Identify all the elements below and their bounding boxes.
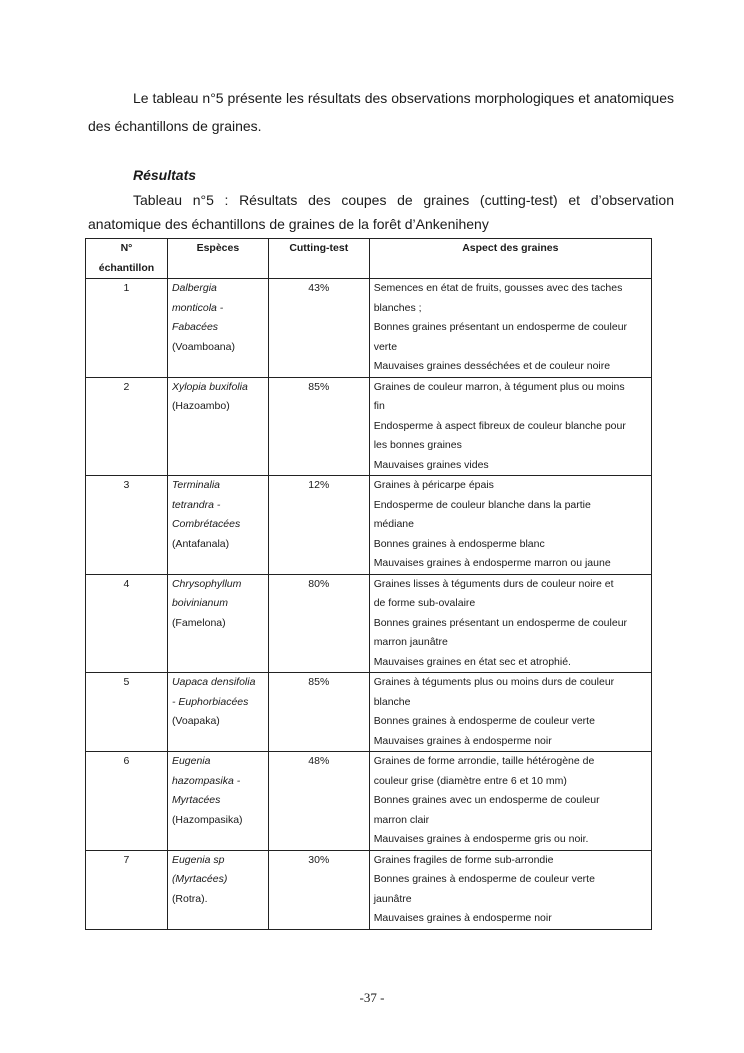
aspect-line: jaunâtre xyxy=(373,892,412,905)
table-row xyxy=(86,673,652,752)
aspect-line: de forme sub-ovalaire xyxy=(373,597,476,609)
cell-cutting-test: 85% xyxy=(268,673,369,752)
species-name-line: Eugenia sp xyxy=(171,853,225,866)
aspect-line: Endosperme à aspect fibreux de couleur blanche pour xyxy=(373,419,626,432)
cell-species xyxy=(167,574,268,673)
cell-seed-aspect xyxy=(369,850,651,929)
aspect-line: Bonnes graines à endosperme de couleur verte xyxy=(373,873,595,885)
header-sample-number xyxy=(86,239,168,279)
species-name-line: boivinianum xyxy=(171,597,228,609)
aspect-line: Bonnes graines présentant un endosperme de couleur xyxy=(373,321,628,333)
table-row xyxy=(86,476,652,575)
species-name-line: Fabacées xyxy=(171,321,219,333)
cell-cutting-test: 12% xyxy=(268,476,369,575)
species-name-line: Xylopia buxifolia xyxy=(171,380,248,393)
species-name-line: (Myrtacées) xyxy=(171,873,228,885)
aspect-line: marron clair xyxy=(373,813,430,826)
aspect-line: Mauvaises graines vides xyxy=(373,458,489,471)
aspect-line: Graines lisses à téguments durs de couleur noire et xyxy=(373,577,614,590)
species-name-line: Eugenia xyxy=(171,755,211,767)
results-heading: Résultats xyxy=(133,167,197,183)
cell-species xyxy=(167,279,268,378)
cell-sample-number: 5 xyxy=(86,673,168,752)
cell-sample-number: 6 xyxy=(86,752,168,851)
species-name-line: Terminalia xyxy=(171,479,220,491)
species-name-line: monticola - xyxy=(171,301,224,314)
aspect-line: Bonnes graines présentant un endosperme de couleur xyxy=(373,616,628,629)
species-name-line: Dalbergia xyxy=(171,282,217,294)
species-name-line: Uapaca densifolia xyxy=(171,676,256,688)
aspect-line: marron jaunâtre xyxy=(373,636,448,648)
cell-sample-number: 3 xyxy=(86,476,168,575)
aspect-line: Bonnes graines avec un endosperme de couleur xyxy=(373,794,600,806)
cell-cutting-test: 43% xyxy=(268,279,369,378)
species-name-line: Myrtacées xyxy=(171,794,221,806)
table-row xyxy=(86,752,652,851)
species-name-line: - Euphorbiacées xyxy=(171,695,249,708)
table-row xyxy=(86,574,652,673)
species-vernacular-name: (Famelona) xyxy=(171,616,226,629)
cell-sample-number: 2 xyxy=(86,377,168,476)
aspect-line: Bonnes graines à endosperme de couleur verte xyxy=(373,715,595,727)
cell-seed-aspect xyxy=(369,377,651,476)
aspect-line: Graines de forme arrondie, taille hétérogène de xyxy=(373,755,595,767)
aspect-line: Bonnes graines à endosperme blanc xyxy=(373,537,545,550)
table-header-row xyxy=(86,239,652,279)
table-row xyxy=(86,850,652,929)
aspect-line: Semences en état de fruits, gousses avec des taches xyxy=(373,282,623,294)
aspect-line: Endosperme de couleur blanche dans la partie xyxy=(373,498,591,511)
cell-species xyxy=(167,377,268,476)
cell-species xyxy=(167,673,268,752)
species-name-line: Combrétacées xyxy=(171,518,241,530)
aspect-line: verte xyxy=(373,340,398,353)
species-vernacular-name: (Voamboana) xyxy=(171,340,235,353)
cell-species xyxy=(167,476,268,575)
species-vernacular-name: (Antafanala) xyxy=(171,537,230,550)
aspect-line: couleur grise (diamètre entre 6 et 10 mm) xyxy=(373,774,567,787)
header-species: Espèces xyxy=(167,239,268,279)
header-num-line1: N° xyxy=(120,242,133,254)
aspect-line: fin xyxy=(373,400,385,412)
aspect-line: Graines à péricarpe épais xyxy=(373,479,494,491)
cell-sample-number: 1 xyxy=(86,279,168,378)
cell-cutting-test: 30% xyxy=(268,850,369,929)
species-vernacular-name: (Rotra). xyxy=(171,892,208,905)
aspect-line: Graines fragiles de forme sub-arrondie xyxy=(373,853,554,866)
cell-cutting-test: 80% xyxy=(268,574,369,673)
cell-cutting-test: 48% xyxy=(268,752,369,851)
aspect-line: Mauvaises graines à endosperme noir xyxy=(373,734,552,747)
cell-seed-aspect xyxy=(369,673,651,752)
table-body xyxy=(86,279,652,930)
cell-seed-aspect xyxy=(369,476,651,575)
species-name-line: hazompasika - xyxy=(171,774,241,787)
header-num-line2: échantillon xyxy=(98,261,155,274)
aspect-line: Graines de couleur marron, à tégument plus ou moins xyxy=(373,380,625,393)
aspect-line: Graines à téguments plus ou moins durs de couleur xyxy=(373,676,615,688)
page-number: -37 - xyxy=(359,990,385,1005)
species-name-line: Chrysophyllum xyxy=(171,577,242,590)
aspect-line: Mauvaises graines à endosperme marron ou jaune xyxy=(373,557,611,569)
aspect-line: Mauvaises graines à endosperme gris ou noir. xyxy=(373,833,589,845)
aspect-line: médiane xyxy=(373,518,414,530)
header-seed-aspect: Aspect des graines xyxy=(369,239,651,279)
cell-sample-number: 4 xyxy=(86,574,168,673)
cell-species xyxy=(167,752,268,851)
table-caption: Tableau n°5 : Résultats des coupes de graines (cutting-test) et d’observation anatomique des échantillons de graines de la forêt d’Ankeniheny xyxy=(88,192,674,232)
aspect-line: Mauvaises graines en état sec et atrophié. xyxy=(373,655,571,668)
species-name-line: tetrandra - xyxy=(171,498,221,511)
cell-sample-number: 7 xyxy=(86,850,168,929)
results-table xyxy=(85,238,652,930)
aspect-line: blanche xyxy=(373,695,411,708)
cell-seed-aspect xyxy=(369,279,651,378)
cell-cutting-test: 85% xyxy=(268,377,369,476)
cell-seed-aspect xyxy=(369,574,651,673)
species-vernacular-name: (Hazompasika) xyxy=(171,813,243,826)
aspect-line: Mauvaises graines desséchées et de couleur noire xyxy=(373,360,611,372)
intro-text: Le tableau n°5 présente les résultats des observations morphologiques et anatomiques des échantillons de graines. xyxy=(88,90,674,134)
table-row xyxy=(86,279,652,378)
aspect-line: blanches ; xyxy=(373,301,422,314)
header-cutting-test: Cutting-test xyxy=(268,239,369,279)
intro-paragraph xyxy=(88,84,674,140)
cell-species xyxy=(167,850,268,929)
table-row xyxy=(86,377,652,476)
species-vernacular-name: (Voapaka) xyxy=(171,715,220,727)
species-vernacular-name: (Hazoambo) xyxy=(171,400,230,412)
aspect-line: les bonnes graines xyxy=(373,439,462,451)
cell-seed-aspect xyxy=(369,752,651,851)
aspect-line: Mauvaises graines à endosperme noir xyxy=(373,912,552,924)
